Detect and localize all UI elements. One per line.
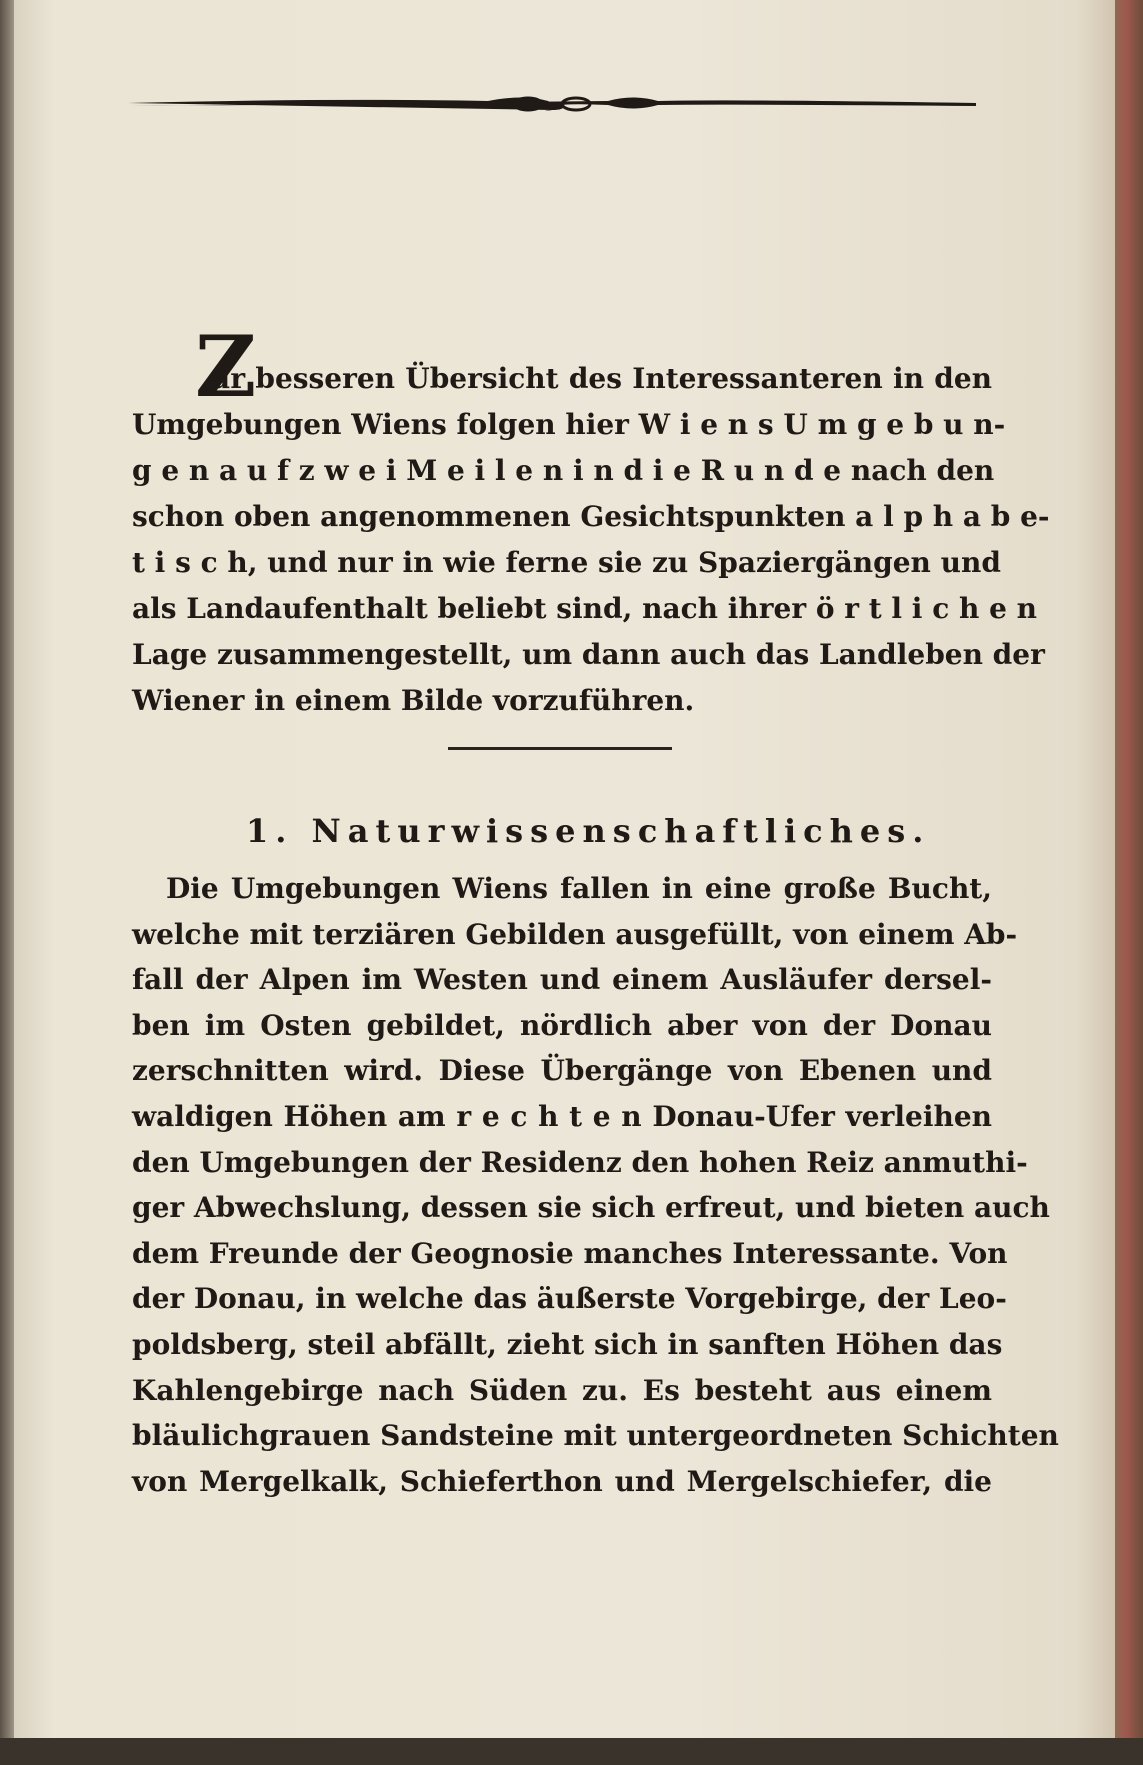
text-line: als Landaufenthalt beliebt sind, nach ihrer ö r t l i c h e n <box>132 592 1038 625</box>
drop-cap: Z <box>195 317 257 416</box>
text-line: ger Abwechslung, dessen sie sich erfreut, und bieten auch <box>132 1191 1050 1225</box>
text-line: Die Umgebungen Wiens fallen in eine große Bucht, <box>166 872 992 905</box>
text-line: ben im Osten gebildet, nördlich aber von der Donau <box>132 1008 992 1042</box>
text-line: von Mergelkalk, Schieferthon und Mergelschiefer, die <box>132 1464 992 1498</box>
intro-paragraph <box>132 356 1050 724</box>
text-line: poldsberg, steil abfällt, zieht sich in sanften Höhen das <box>132 1327 1003 1361</box>
text-line: ur besseren Übersicht des Interessanteren in den <box>210 362 992 395</box>
text-line: der Donau, in welche das äußerste Vorgebirge, der Leo- <box>132 1282 1007 1316</box>
text-line: welche mit terziären Gebilden ausgefüllt, von einem Ab- <box>132 917 1018 951</box>
text-line: waldigen Höhen am r e c h t e n Donau-Ufer verleihen <box>132 1099 992 1133</box>
text-line: den Umgebungen der Residenz den hohen Reiz anmuthi- <box>132 1145 1028 1179</box>
text-line: bläulichgrauen Sandsteine mit untergeordneten Schichten <box>132 1419 1059 1453</box>
text-line: zerschnitten wird. Diese Übergänge von Ebenen und <box>132 1054 992 1088</box>
text-line: Kahlengebirge nach Süden zu. Es besteht aus einem <box>132 1373 992 1407</box>
body-paragraph <box>132 866 1059 1504</box>
page-edge <box>1115 0 1143 1765</box>
text-line: Lage zusammengestellt, um dann auch das Landleben der <box>132 638 1045 671</box>
header-ornament-rule <box>128 90 976 116</box>
section-heading: 1. Naturwissenschaftliches. <box>246 812 931 850</box>
text-line: Umgebungen Wiens folgen hier W i e n s U m g e b u n- <box>132 408 1006 441</box>
text-line: t i s c h, und nur in wie ferne sie zu Spaziergängen und <box>132 546 1001 579</box>
text-line: schon oben angenommenen Gesichtspunkten a l p h a b e- <box>132 500 1050 533</box>
section-divider <box>448 747 672 750</box>
text-line: fall der Alpen im Westen und einem Ausläufer dersel- <box>132 963 992 997</box>
scan-background <box>0 1738 1143 1765</box>
text-line: dem Freunde der Geognosie manches Interessante. Von <box>132 1236 1008 1270</box>
text-line: g e n a u f z w e i M e i l e n i n d i e R u n d e nach den <box>132 454 995 487</box>
text-line: Wiener in einem Bilde vorzuführen. <box>132 684 695 717</box>
